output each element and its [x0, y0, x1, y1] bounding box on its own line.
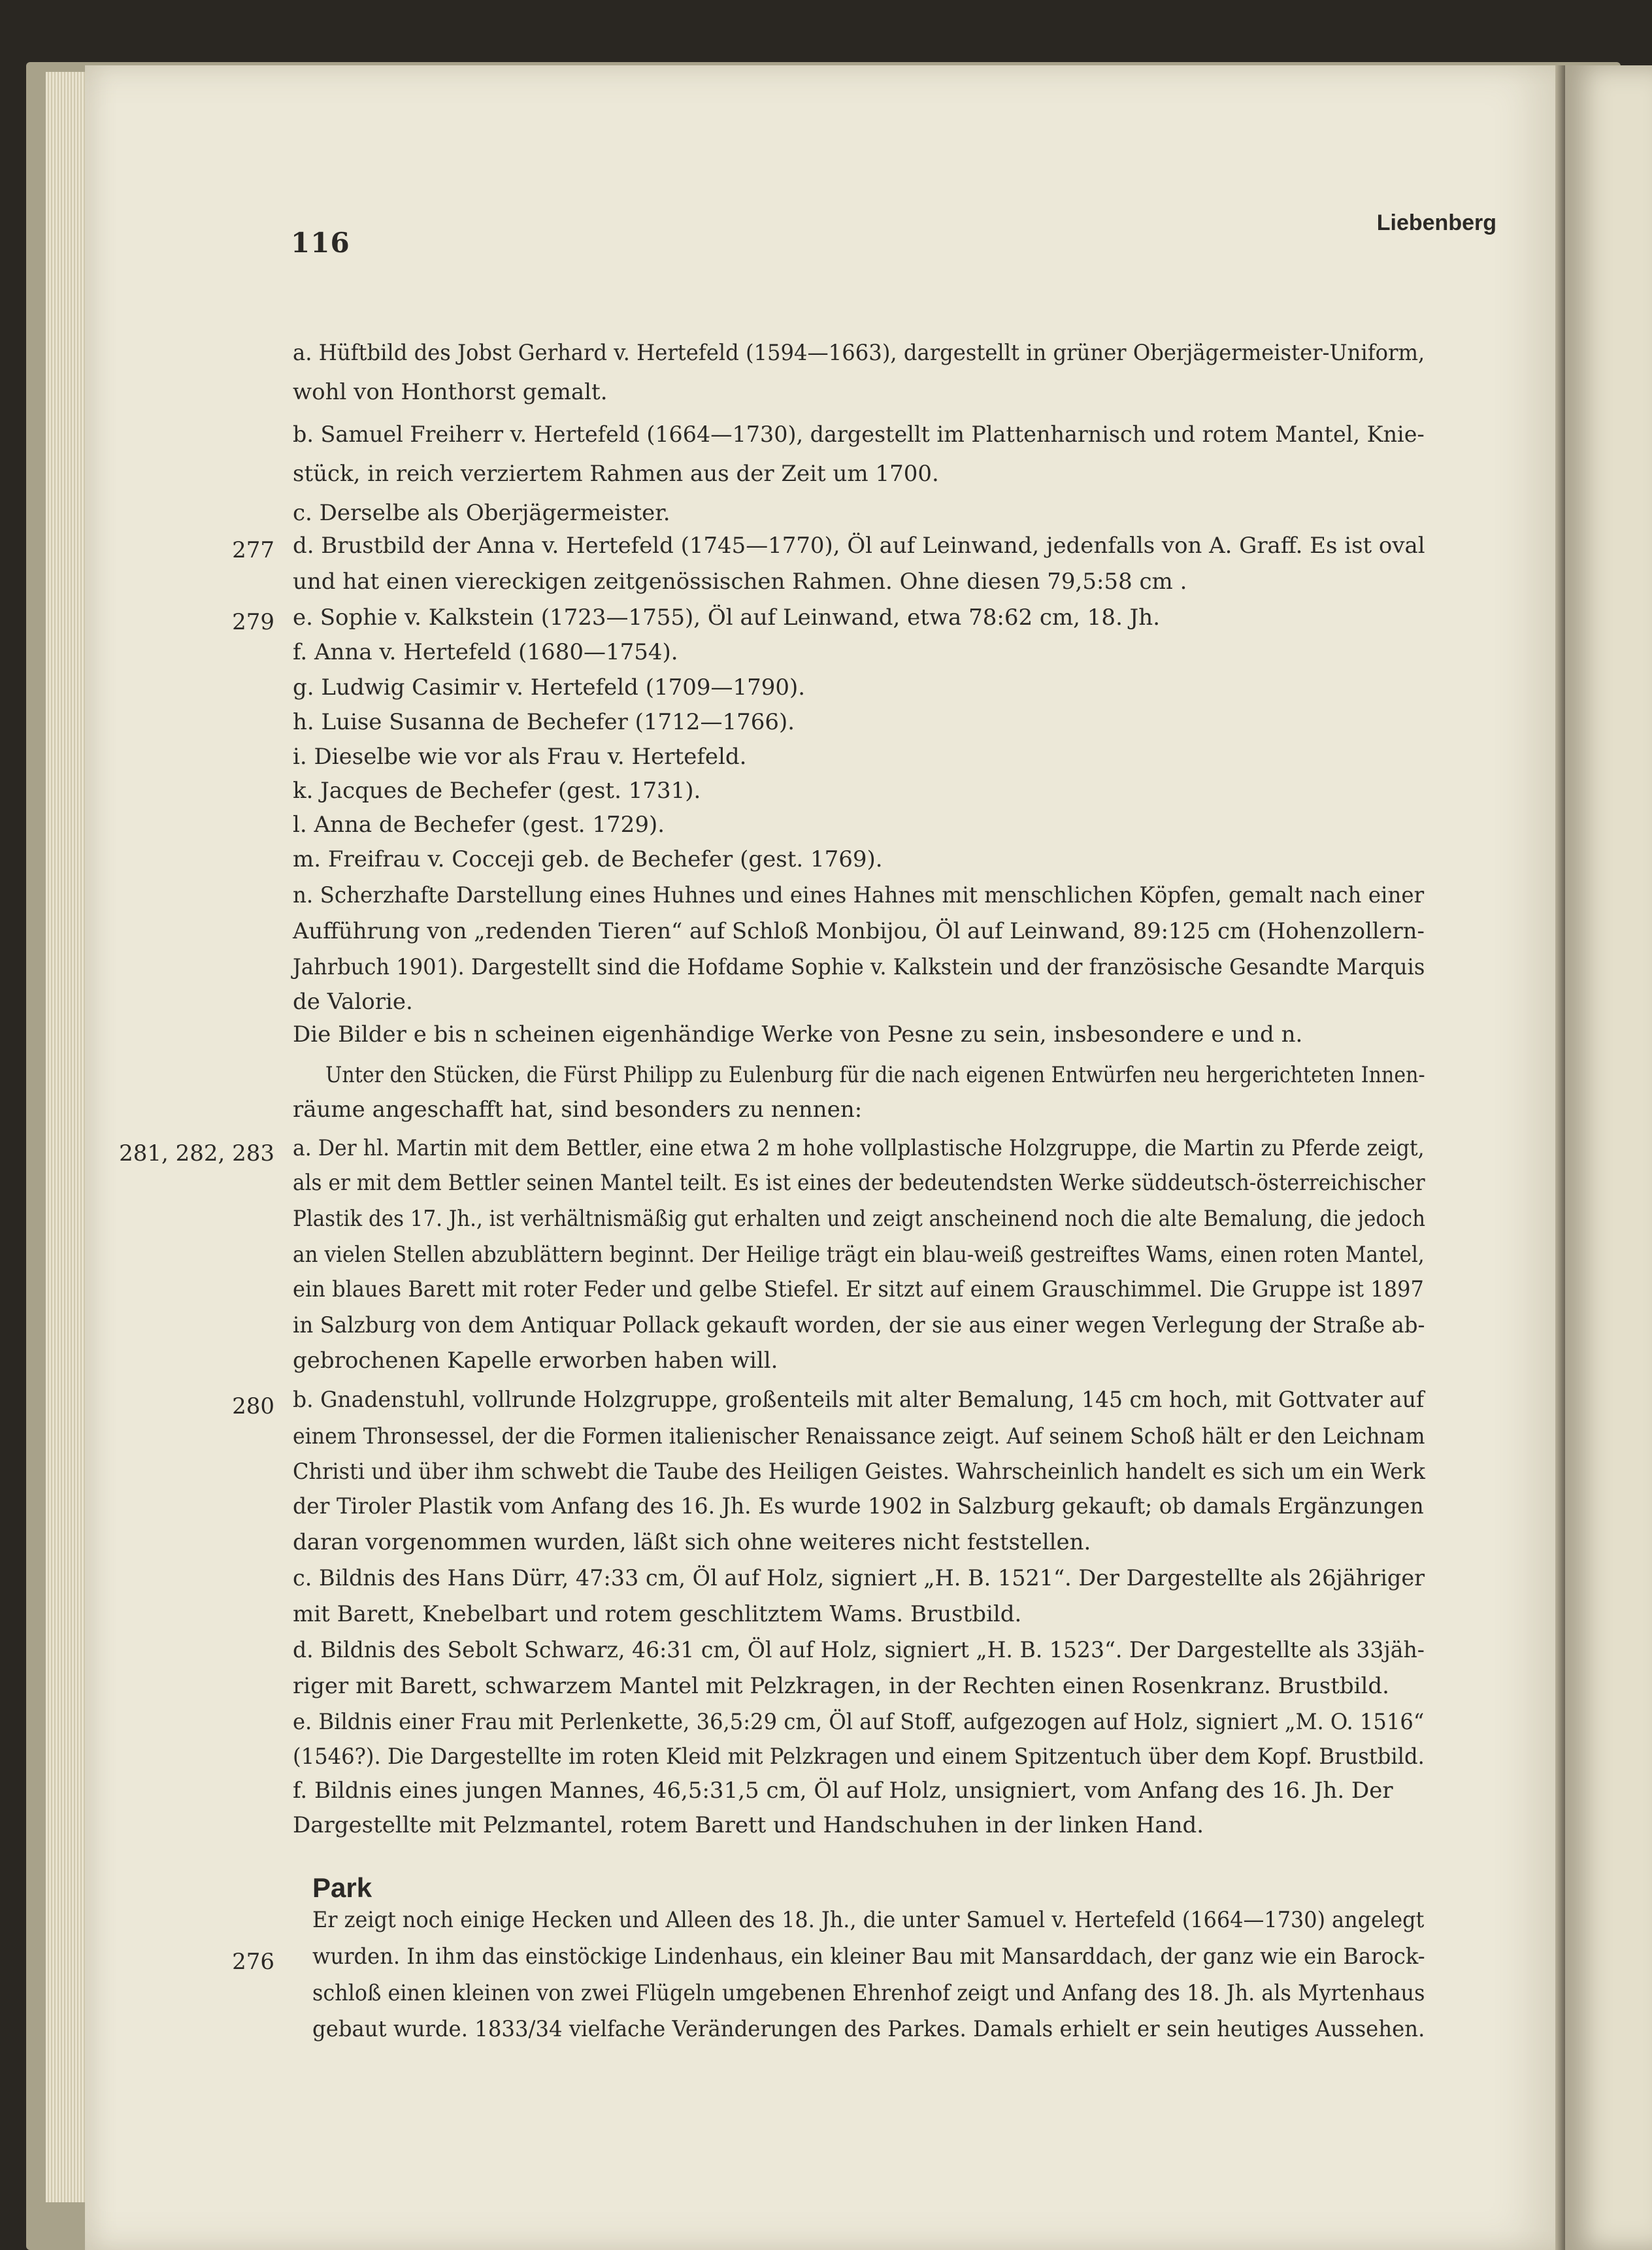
- text-line: mit Barett, Knebelbart und rotem geschlitztem Wams. Brustbild.: [293, 1601, 1022, 1627]
- text-line: a. Der hl. Martin mit dem Bettler, eine etwa 2 m hohe vollplastische Holzgruppe, die Martin zu Pferde zeigt,: [293, 1135, 1425, 1161]
- text-line: einem Thronsessel, der die Formen italienischer Renaissance zeigt. Auf seinem Schoß hält er den Leichnam: [293, 1423, 1425, 1449]
- text-line: schloß einen kleinen von zwei Flügeln umgebenen Ehrenhof zeigt und Anfang des 18. Jh. als Myrtenhaus: [312, 1980, 1425, 2006]
- text-line: an vielen Stellen abzublättern beginnt. Der Heilige trägt ein blau-weiß gestreiftes Wams, einen roten Mantel,: [293, 1242, 1425, 1268]
- text-line: c. Bildnis des Hans Dürr, 47:33 cm, Öl auf Holz, signiert „H. B. 1521“. Der Dargestellte als 26jähriger: [293, 1565, 1425, 1591]
- text-line: Plastik des 17. Jh., ist verhältnismäßig gut erhalten und zeigt anscheinend noch die alte Bemalung, die jedoch: [293, 1206, 1426, 1232]
- text-line: stück, in reich verziertem Rahmen aus der Zeit um 1700.: [293, 461, 939, 487]
- text-line: in Salzburg von dem Antiquar Pollack gekauft worden, der sie aus einer wegen Verlegung der Straße ab-: [293, 1312, 1425, 1338]
- margin-number: 281, 282, 283: [119, 1140, 274, 1166]
- running-head: Liebenberg: [1376, 210, 1496, 235]
- text-line: Er zeigt noch einige Hecken und Alleen des 18. Jh., die unter Samuel v. Hertefeld (1664—1730) angelegt: [312, 1907, 1425, 1933]
- text-line: g. Ludwig Casimir v. Hertefeld (1709—1790).: [293, 674, 806, 701]
- text-line: f. Bildnis eines jungen Mannes, 46,5:31,5 cm, Öl auf Holz, unsigniert, vom Anfang des 16. Jh. Der: [293, 1778, 1393, 1804]
- margin-number: 276: [232, 1949, 274, 1975]
- margin-number: 280: [232, 1393, 274, 1419]
- text-line: de Valorie.: [293, 989, 413, 1015]
- text-line: n. Scherzhafte Darstellung eines Huhnes und eines Hahnes mit menschlichen Köpfen, gemalt nach einer: [293, 882, 1425, 908]
- text-line: k. Jacques de Bechefer (gest. 1731).: [293, 778, 701, 804]
- text-line: Aufführung von „redenden Tieren“ auf Schloß Monbijou, Öl auf Leinwand, 89:125 cm (Hohenzollern-: [293, 918, 1425, 944]
- text-line: a. Hüftbild des Jobst Gerhard v. Hertefeld (1594—1663), dargestellt in grüner Oberjägermeister-Uniform,: [293, 340, 1425, 366]
- page-number: 116: [291, 227, 350, 259]
- page-text: [85, 65, 1559, 2250]
- text-line: Die Bilder e bis n scheinen eigenhändige Werke von Pesne zu sein, insbesondere e und n.: [293, 1021, 1303, 1048]
- text-line: l. Anna de Bechefer (gest. 1729).: [293, 812, 665, 838]
- text-line: b. Gnadenstuhl, vollrunde Holzgruppe, großenteils mit alter Bemalung, 145 cm hoch, mit Gottvater auf: [293, 1387, 1425, 1413]
- text-line: e. Bildnis einer Frau mit Perlenkette, 36,5:29 cm, Öl auf Stoff, aufgezogen auf Holz, signiert „M. O. 1516“: [293, 1709, 1425, 1735]
- text-line: daran vorgenommen wurden, läßt sich ohne weiteres nicht feststellen.: [293, 1529, 1091, 1555]
- text-line: als er mit dem Bettler seinen Mantel teilt. Es ist eines der bedeutendsten Werke süddeutsch-österreichischer: [293, 1170, 1425, 1196]
- text-line: wurden. In ihm das einstöckige Lindenhaus, ein kleiner Bau mit Mansarddach, der ganz wie ein Barock-: [312, 1944, 1425, 1970]
- text-line: wohl von Honthorst gemalt.: [293, 379, 608, 405]
- text-line: Dargestellte mit Pelzmantel, rotem Barett und Handschuhen in der linken Hand.: [293, 1812, 1204, 1838]
- text-line: i. Dieselbe wie vor als Frau v. Hertefeld.: [293, 744, 747, 770]
- text-line: der Tiroler Plastik vom Anfang des 16. Jh. Es wurde 1902 in Salzburg gekauft; ob damals Ergänzungen: [293, 1493, 1424, 1519]
- text-line: räume angeschafft hat, sind besonders zu nennen:: [293, 1097, 863, 1123]
- book-page: [85, 65, 1559, 2250]
- facing-page-edge: [1565, 65, 1652, 2250]
- text-line: (1546?). Die Dargestellte im roten Kleid mit Pelzkragen und einem Spitzentuch über dem Kopf. Brustbild.: [293, 1744, 1425, 1770]
- text-line: und hat einen viereckigen zeitgenössischen Rahmen. Ohne diesen 79,5:58 cm .: [293, 569, 1187, 595]
- section-heading-park: Park: [312, 1872, 372, 1903]
- text-line: ein blaues Barett mit roter Feder und gelbe Stiefel. Er sitzt auf einem Grauschimmel. Die Gruppe ist 1897: [293, 1276, 1424, 1302]
- text-line: e. Sophie v. Kalkstein (1723—1755), Öl auf Leinwand, etwa 78:62 cm, 18. Jh.: [293, 604, 1161, 631]
- text-line: f. Anna v. Hertefeld (1680—1754).: [293, 639, 678, 665]
- text-line: c. Derselbe als Oberjägermeister.: [293, 500, 670, 526]
- text-line: m. Freifrau v. Cocceji geb. de Bechefer (gest. 1769).: [293, 846, 883, 872]
- text-line: h. Luise Susanna de Bechefer (1712—1766).: [293, 709, 795, 735]
- margin-number: 277: [232, 537, 274, 563]
- text-line: Christi und über ihm schwebt die Taube des Heiligen Geistes. Wahrscheinlich handelt es sich um ein Werk: [293, 1459, 1425, 1485]
- margin-number: 279: [232, 609, 274, 635]
- text-line: gebaut wurde. 1833/34 vielfache Veränderungen des Parkes. Damals erhielt er sein heutiges Aussehen.: [312, 2016, 1425, 2042]
- text-line: gebrochenen Kapelle erworben haben will.: [293, 1348, 778, 1374]
- text-line: d. Brustbild der Anna v. Hertefeld (1745—1770), Öl auf Leinwand, jedenfalls von A. Graff. Es ist oval: [293, 533, 1425, 559]
- text-line: riger mit Barett, schwarzem Mantel mit Pelzkragen, in der Rechten einen Rosenkranz. Brustbild.: [293, 1673, 1389, 1699]
- text-line: Unter den Stücken, die Fürst Philipp zu Eulenburg für die nach eigenen Entwürfen neu hergerichteten Innen-: [325, 1062, 1425, 1088]
- text-line: Jahrbuch 1901). Dargestellt sind die Hofdame Sophie v. Kalkstein und der französische Gesandte Marquis: [293, 954, 1425, 980]
- text-line: d. Bildnis des Sebolt Schwarz, 46:31 cm, Öl auf Holz, signiert „H. B. 1523“. Der Dargestellte als 33jäh-: [293, 1637, 1425, 1663]
- text-line: b. Samuel Freiherr v. Hertefeld (1664—1730), dargestellt im Plattenharnisch und rotem Mantel, Knie-: [293, 422, 1425, 448]
